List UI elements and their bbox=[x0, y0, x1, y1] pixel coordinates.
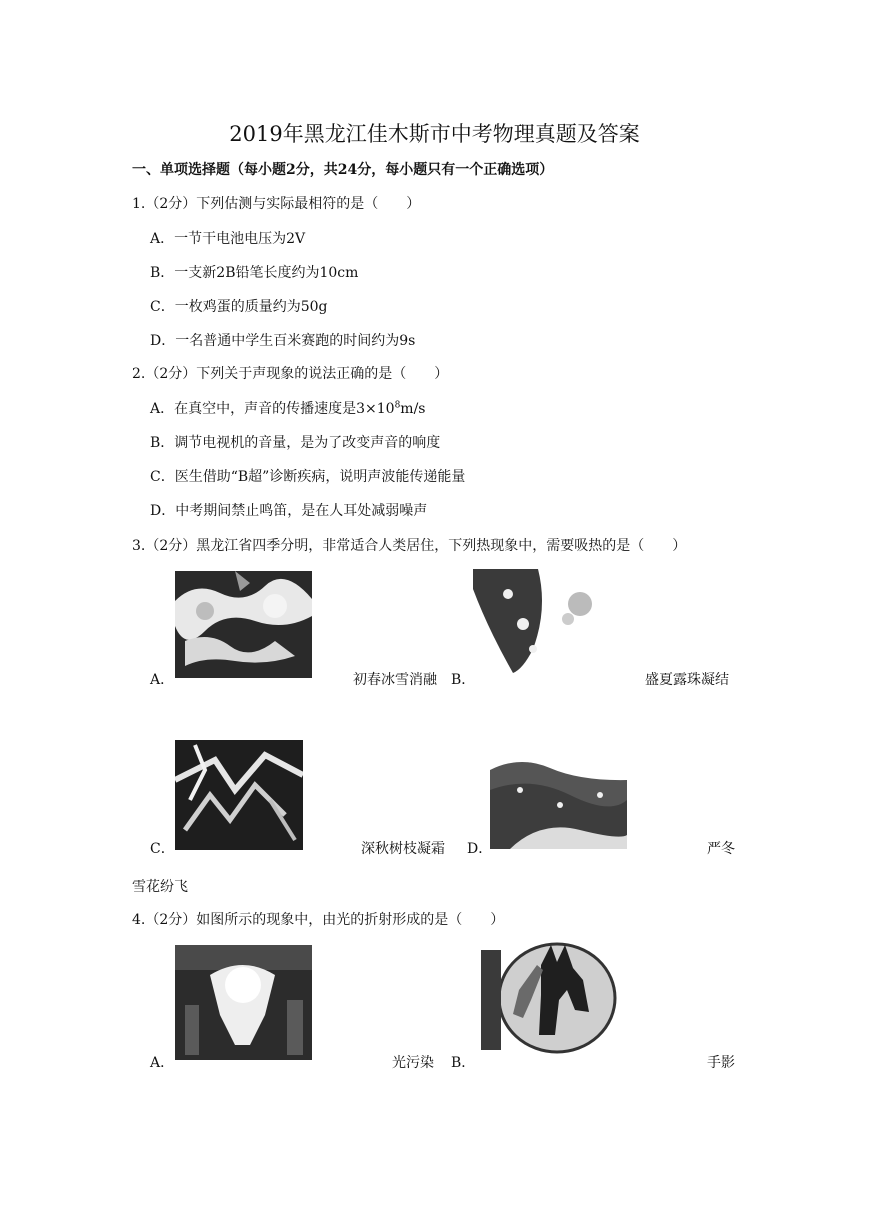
question-3-option-d-letter: D． bbox=[467, 841, 493, 857]
question-1-option-d: D．一名普通中学生百米赛跑的时间约为9s bbox=[150, 333, 416, 349]
question-2-option-a bbox=[150, 398, 425, 418]
question-1-stem: 1.（2分）下列估测与实际最相符的是（ ） bbox=[132, 196, 421, 212]
question-2-option-a-text: A．在真空中，声音的传播速度是3×10 bbox=[150, 401, 395, 417]
snow-falling-photo bbox=[490, 750, 627, 849]
ice-melting-photo bbox=[175, 571, 312, 678]
question-4-option-a-letter: A． bbox=[150, 1055, 175, 1071]
question-3-option-d-caption-part2: 雪花纷飞 bbox=[132, 879, 188, 895]
section-heading: 一、单项选择题（每小题2分，共24分，每小题只有一个正确选项） bbox=[132, 162, 554, 178]
question-3-option-a-caption: 初春冰雪消融 bbox=[353, 672, 437, 688]
question-1-option-c: C．一枚鸡蛋的质量约为50g bbox=[150, 299, 328, 315]
question-2-option-a-exponent: 8 bbox=[394, 400, 401, 411]
question-4-stem: 4.（2分）如图所示的现象中，由光的折射形成的是（ ） bbox=[132, 912, 505, 928]
question-3-option-b-letter: B． bbox=[451, 672, 476, 688]
question-2-option-b: B．调节电视机的音量，是为了改变声音的响度 bbox=[150, 435, 441, 451]
dew-on-leaf-photo bbox=[468, 569, 598, 677]
frost-on-branches-photo bbox=[175, 740, 303, 850]
question-2-option-d: D．中考期间禁止鸣笛，是在人耳处减弱噪声 bbox=[150, 503, 428, 519]
question-4-option-b-letter: B． bbox=[451, 1055, 476, 1071]
question-4-option-b-caption: 手影 bbox=[707, 1055, 735, 1071]
question-3-option-c-caption: 深秋树枝凝霜 bbox=[361, 841, 445, 857]
page-title: 2019年黑龙江佳木斯市中考物理真题及答案 bbox=[229, 122, 640, 146]
question-2-stem: 2.（2分）下列关于声现象的说法正确的是（ ） bbox=[132, 366, 449, 382]
question-4-option-a-caption: 光污染 bbox=[392, 1055, 434, 1071]
question-3-option-d-caption-part1: 严冬 bbox=[707, 841, 735, 857]
question-3-stem: 3.（2分）黑龙江省四季分明，非常适合人类居住，下列热现象中，需要吸热的是（ ） bbox=[132, 538, 687, 554]
question-2-option-a-unit: m/s bbox=[400, 401, 426, 417]
hand-shadow-photo bbox=[479, 940, 617, 1056]
question-1-option-b: B．一支新2B铅笔长度约为10cm bbox=[150, 265, 359, 281]
question-3-option-c-letter: C． bbox=[150, 841, 175, 857]
question-3-option-a-letter: A． bbox=[150, 672, 175, 688]
question-1-option-a: A．一节干电池电压为2V bbox=[150, 231, 306, 247]
question-2-option-c: C．医生借助“B超”诊断疾病，说明声波能传递能量 bbox=[150, 469, 466, 485]
light-pollution-photo bbox=[175, 945, 312, 1060]
question-3-option-b-caption: 盛夏露珠凝结 bbox=[645, 672, 729, 688]
